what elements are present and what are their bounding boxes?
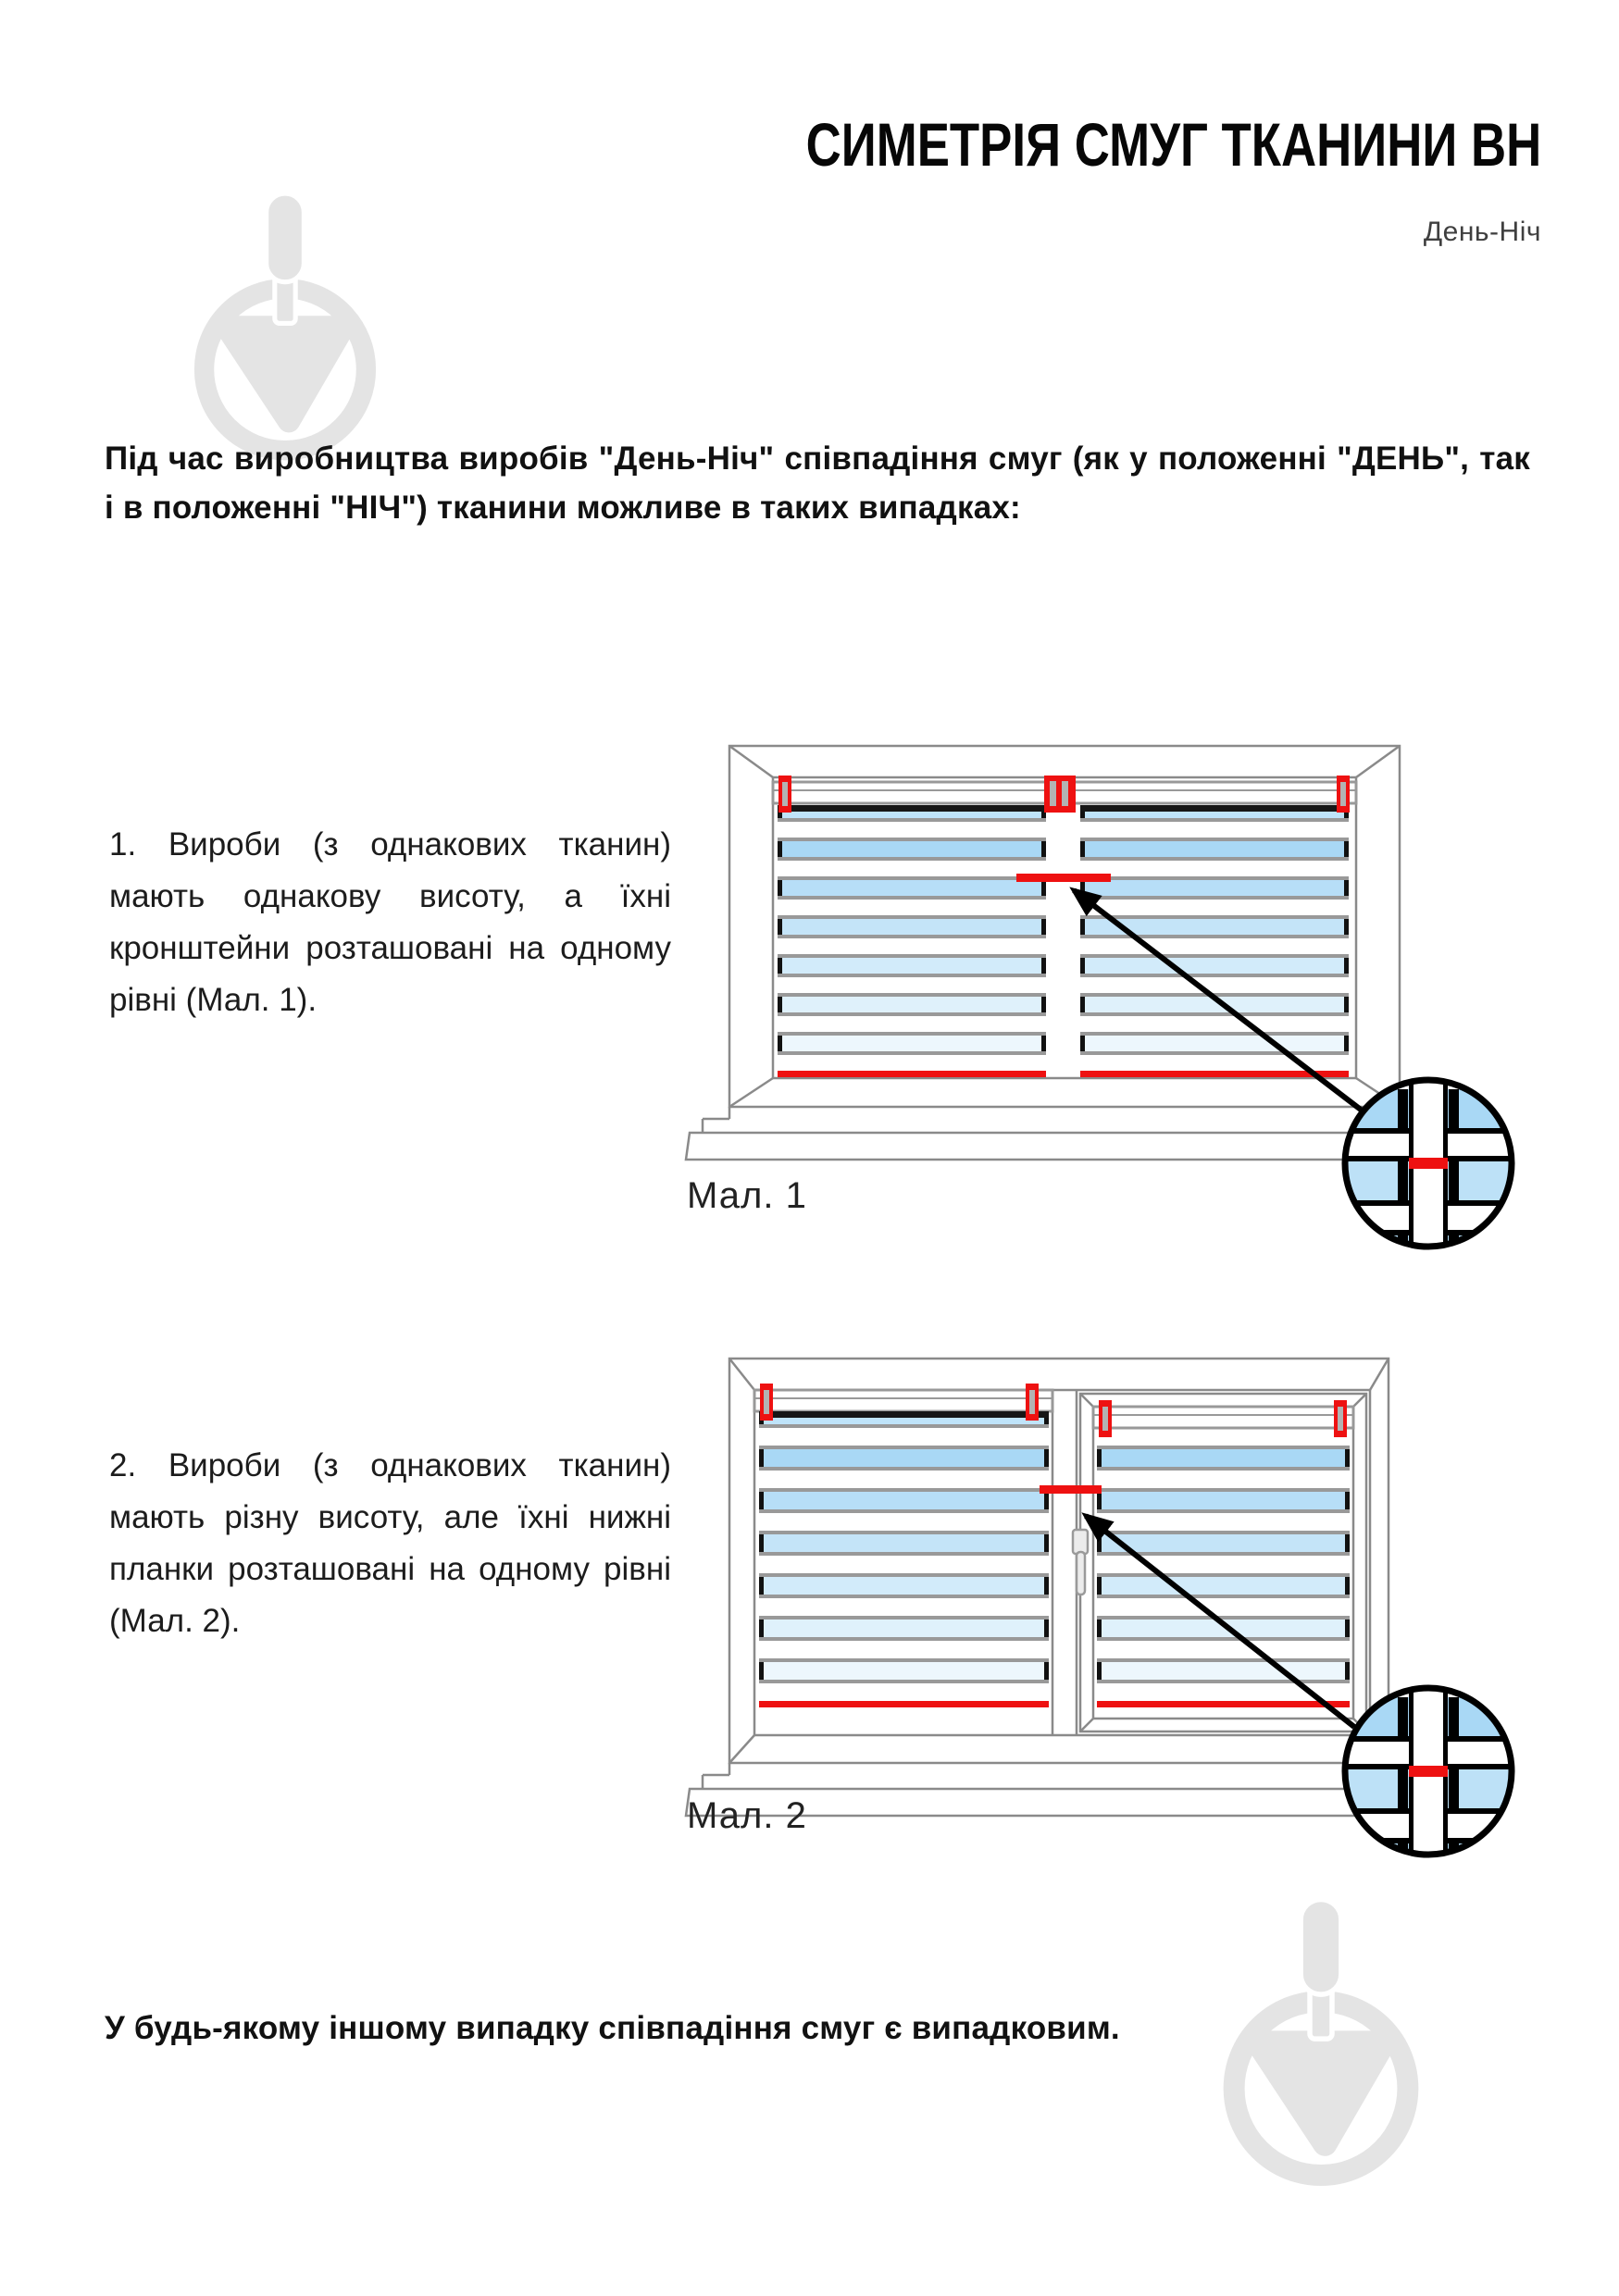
trowel-logo-watermark-top [172, 191, 398, 464]
stripe-alignment-marker [1040, 1485, 1102, 1494]
window-sill [686, 1107, 1421, 1160]
figure-1-diagram [680, 731, 1527, 1263]
stripe-alignment-marker [1016, 874, 1111, 882]
figure-2-caption: Мал. 2 [687, 1795, 807, 1836]
intro-paragraph: Під час виробництва виробів "День-Ніч" співпадіння смуг (як у положенні "ДЕНЬ", так і в положенні "НІЧ") тканини можливе в таких випадках: [105, 441, 1530, 526]
page-title: СИМЕТРІЯ СМУГ ТКАНИНИ ВН [805, 110, 1541, 179]
figure-2-diagram [680, 1347, 1527, 1902]
page-subtitle: День-Ніч [1423, 217, 1541, 247]
case-1-text: 1. Вироби (з однакових тканин) мають однакову висоту, а їхні кронштейни розташовані на одному рівні (Мал. 1). [109, 826, 671, 1018]
figure-1-caption: Мал. 1 [687, 1175, 807, 1216]
footer-note: У будь-якому іншому випадку співпадіння смуг є випадковим. [105, 2010, 1120, 2046]
case-2-text: 2. Вироби (з однакових тканин) мають різну висоту, але їхні нижні планки розташовані на одному рівні (Мал. 2). [109, 1447, 671, 1639]
